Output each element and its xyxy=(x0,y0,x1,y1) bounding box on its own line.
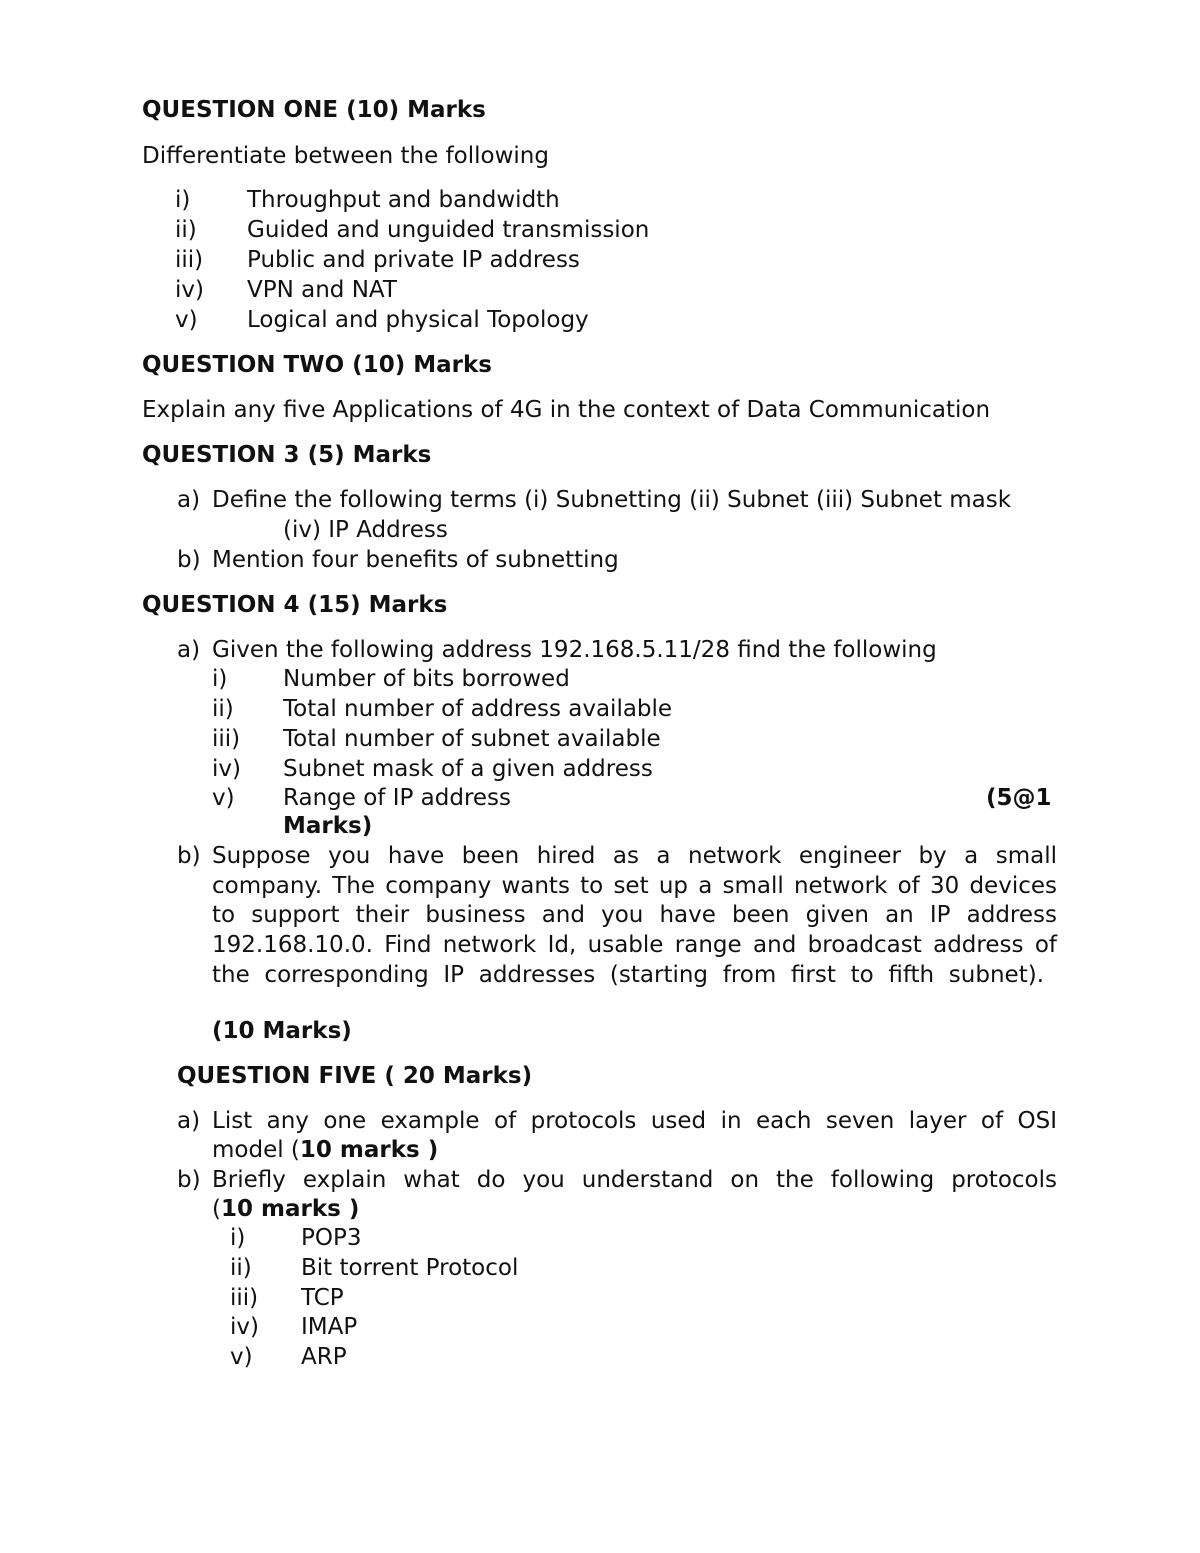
q4-heading: QUESTION 4 (15) Marks xyxy=(142,592,448,618)
q5-b-line2-pre: ( xyxy=(212,1196,221,1222)
q5-b-item-1-num: i) xyxy=(230,1225,246,1251)
q1-item-4-text: VPN and NAT xyxy=(247,277,397,303)
q5-a-label: a) xyxy=(177,1108,201,1134)
q5-b-line2-marks: 10 marks ) xyxy=(220,1196,360,1222)
q4-a-item-1-text: Number of bits borrowed xyxy=(283,666,570,692)
q3-a-line1: Define the following terms (i) Subnetting (ii) Subnet (iii) Subnet mask xyxy=(212,487,1012,513)
q5-b-item-1-text: POP3 xyxy=(301,1225,362,1251)
q1-item-5-num: v) xyxy=(175,307,198,333)
q4-a-item-2-num: ii) xyxy=(212,696,234,722)
q1-item-4-num: iv) xyxy=(175,277,204,303)
q5-b-item-4-text: IMAP xyxy=(301,1314,358,1340)
q4-b-line-4: 192.168.10.0. Find network Id, usable range and broadcast address of xyxy=(212,932,1057,958)
q4-a-item-5-num: v) xyxy=(212,785,235,811)
q1-intro: Differentiate between the following xyxy=(142,143,549,169)
q1-item-3-text: Public and private IP address xyxy=(247,247,580,273)
q5-b-item-3-num: iii) xyxy=(230,1285,259,1311)
q5-b-item-2-num: ii) xyxy=(230,1255,252,1281)
q3-b-text: Mention four benefits of subnetting xyxy=(212,547,619,573)
q4-a-item-4-text: Subnet mask of a given address xyxy=(283,756,653,782)
q5-heading: QUESTION FIVE ( 20 Marks) xyxy=(177,1063,533,1089)
q4-b-line-2: company. The company wants to set up a small network of 30 devices xyxy=(212,873,1057,899)
q5-a-line1: List any one example of protocols used in each seven layer of OSI xyxy=(212,1108,1057,1134)
q1-item-2-num: ii) xyxy=(175,217,197,243)
q4-b-line-3: to support their business and you have been given an IP address xyxy=(212,902,1057,928)
q5-b-item-4-num: iv) xyxy=(230,1314,259,1340)
q4-b-line-1: Suppose you have been hired as a network engineer by a small xyxy=(212,843,1057,869)
q4-b-label: b) xyxy=(177,843,201,869)
q3-a-label: a) xyxy=(177,487,201,513)
q5-b-item-5-num: v) xyxy=(230,1344,253,1370)
q1-item-2-text: Guided and unguided transmission xyxy=(247,217,650,243)
q2-heading: QUESTION TWO (10) Marks xyxy=(142,352,492,378)
q4-a-item-3-text: Total number of subnet available xyxy=(283,726,661,752)
q5-a-line2-pre: model ( xyxy=(212,1137,300,1163)
q4-b-marks: (10 Marks) xyxy=(212,1018,352,1044)
q4-a-item-4-num: iv) xyxy=(212,756,241,782)
q4-a-marks-part2: Marks) xyxy=(283,813,373,839)
q4-a-text: Given the following address 192.168.5.11/28 find the following xyxy=(212,637,937,663)
q5-b-label: b) xyxy=(177,1167,201,1193)
q3-a-line2: (iv) IP Address xyxy=(283,517,448,543)
q1-item-1-text: Throughput and bandwidth xyxy=(247,187,560,213)
q5-b-line2 xyxy=(212,1194,359,1224)
q1-item-1-num: i) xyxy=(175,187,191,213)
q1-item-3-num: iii) xyxy=(175,247,204,273)
q5-b-item-2-text: Bit torrent Protocol xyxy=(301,1255,519,1281)
q4-a-item-3-num: iii) xyxy=(212,726,241,752)
q5-b-line1: Briefly explain what do you understand on the following protocols xyxy=(212,1167,1057,1193)
q4-b-line-5: the corresponding IP addresses (starting from first to fifth subnet). xyxy=(212,962,1044,988)
q4-a-marks-part1: (5@1 xyxy=(986,785,1052,811)
q1-heading: QUESTION ONE (10) Marks xyxy=(142,97,486,123)
q1-item-5-text: Logical and physical Topology xyxy=(247,307,589,333)
q5-b-item-5-text: ARP xyxy=(301,1344,347,1370)
q4-a-item-1-num: i) xyxy=(212,666,228,692)
q3-heading: QUESTION 3 (5) Marks xyxy=(142,442,432,468)
q3-b-label: b) xyxy=(177,547,201,573)
q4-a-item-5-text: Range of IP address xyxy=(283,785,512,811)
q4-a-item-2-text: Total number of address available xyxy=(283,696,673,722)
q5-a-line2-marks: 10 marks ) xyxy=(299,1137,439,1163)
q5-a-line2 xyxy=(212,1135,438,1165)
q4-a-label: a) xyxy=(177,637,201,663)
q5-b-item-3-text: TCP xyxy=(301,1285,344,1311)
q2-text: Explain any five Applications of 4G in the context of Data Communication xyxy=(142,397,991,423)
